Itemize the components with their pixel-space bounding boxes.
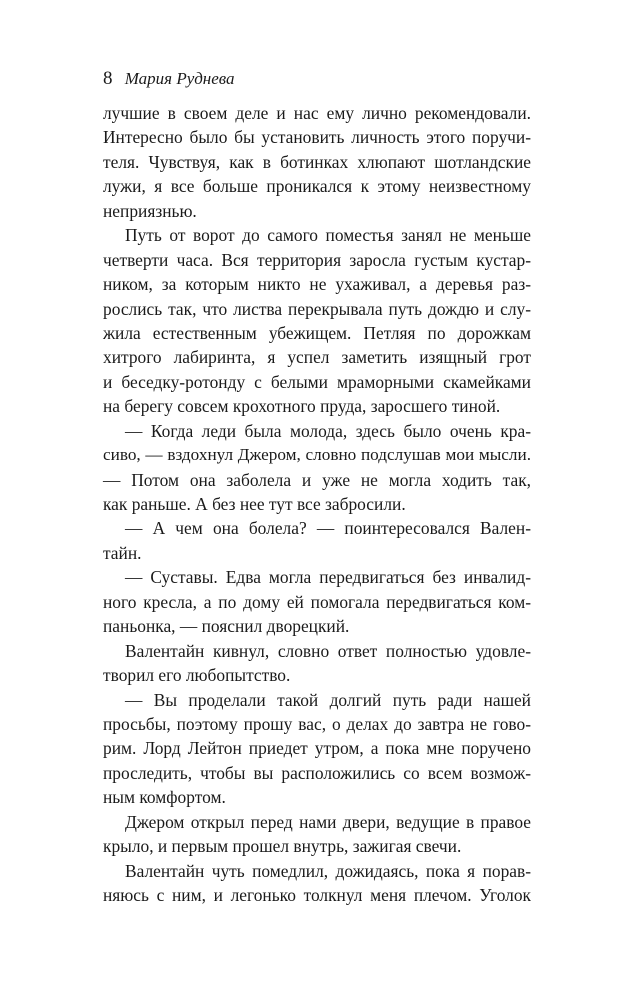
text-line: крыло, и первым прошел внутрь, зажигая свечи. <box>103 836 462 857</box>
text-line: Валентайн чуть помедлил, дожидаясь, пока я порав- <box>125 860 531 881</box>
text-line: сиво, — вздохнул Джером, словно подслушав мои мысли. <box>103 445 531 465</box>
text-line: проследить, чтобы вы расположились со всем возмож- <box>103 762 531 783</box>
text-line: на берегу совсем крохотного пруда, заросшего тиной. <box>103 396 501 417</box>
text-line: как раньше. А без нее тут все забросили. <box>103 494 406 514</box>
text-line: творил его любопытство. <box>103 665 291 686</box>
text-line: — Когда леди была молода, здесь было очень кра- <box>125 420 531 441</box>
text-line: теля. Чувствуя, как в ботинках хлюпают шотландские <box>103 151 531 172</box>
text-line: жила естественным убежищем. Петляя по дорожкам <box>103 322 531 343</box>
text-line: четверти часа. Вся территория заросла густым кустар- <box>103 249 531 270</box>
text-line: рим. Лорд Лейтон приедет утром, а пока мне поручено <box>103 738 531 759</box>
text-line: — Вы проделали такой долгий путь ради нашей <box>125 689 531 710</box>
text-line: няюсь с ним, и легонько толкнул меня плечом. Уголок <box>103 885 531 905</box>
page-header <box>103 66 531 92</box>
text-line: рослись так, что листва перекрывала путь дождю и слу- <box>103 298 531 319</box>
text-line: Интересно было бы установить личность этого поручи- <box>103 127 531 148</box>
text-line: просьбы, поэтому прошу вас, о делах до завтра не гово- <box>103 713 531 734</box>
text-line: тайн. <box>103 542 142 563</box>
text-line: паньонка, — пояснил дворецкий. <box>103 616 350 637</box>
book-page <box>103 66 531 907</box>
text-line: ным комфортом. <box>103 787 226 808</box>
text-line: — Суставы. Едва могла передвигаться без инвалид- <box>125 567 531 588</box>
text-line: Валентайн кивнул, словно ответ полностью удовле- <box>125 640 531 661</box>
text-line: хитрого лабиринта, я успел заметить изящный грот <box>103 347 531 368</box>
text-line: ного кресла, а по дому ей помогала передвигаться ком- <box>103 591 531 612</box>
running-head-author: Мария Руднева <box>124 69 235 88</box>
text-line: — А чем она болела? — поинтересовался Вален- <box>125 518 531 539</box>
page-number: 8 <box>103 68 113 89</box>
text-line: Путь от ворот до самого поместья занял не меньше <box>125 225 531 246</box>
text-line: — Потом она заболела и уже не могла ходить так, <box>103 469 531 490</box>
text-line: ником, за которым никто не ухаживал, а деревья раз- <box>103 274 531 295</box>
body-text <box>103 101 531 907</box>
text-line: лужи, я все больше проникался к этому неизвестному <box>103 176 531 197</box>
text-line: Джером открыл перед нами двери, ведущие в правое <box>125 811 531 832</box>
text-line: и беседку-ротонду с белыми мраморными скамейками <box>103 371 531 392</box>
text-line: лучшие в своем деле и нас ему лично рекомендовали. <box>103 103 531 123</box>
text-line: неприязнью. <box>103 200 197 221</box>
